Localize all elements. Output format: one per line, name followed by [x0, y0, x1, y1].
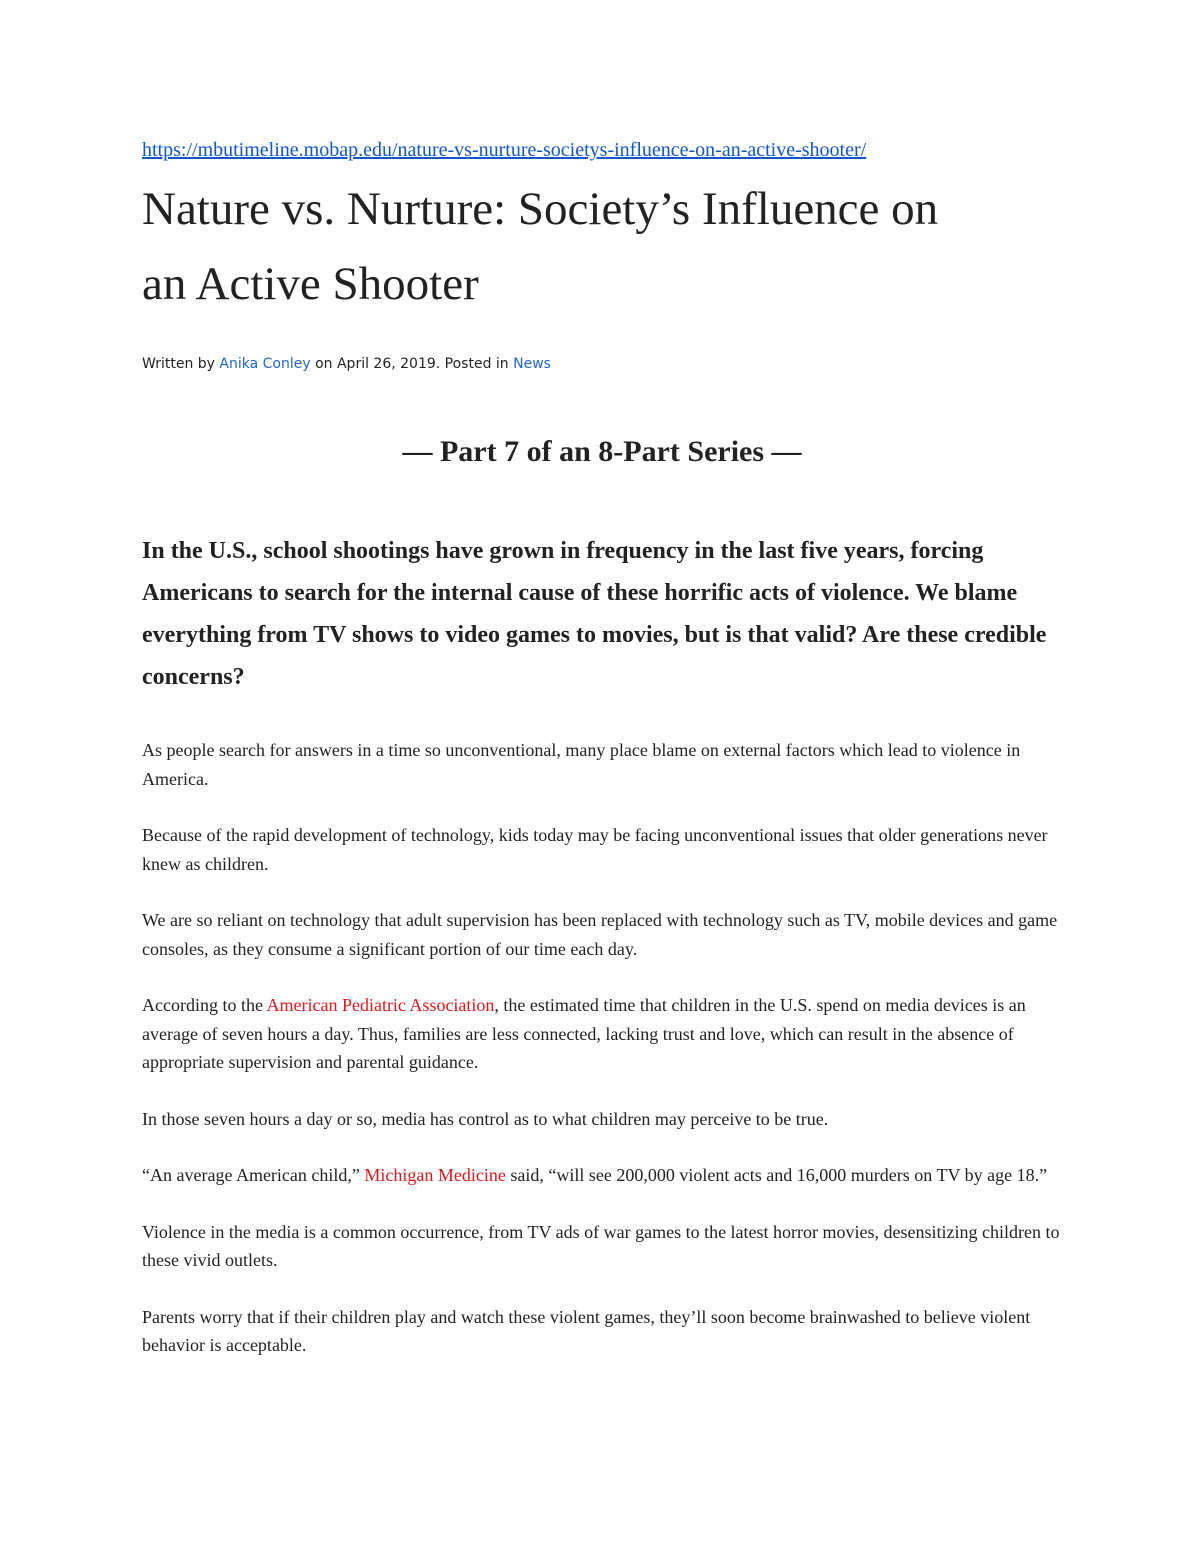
paragraph-6-text-before: “An average American child,”	[142, 1165, 365, 1185]
paragraph-4-text-after: , the estimated time that children in the U.S. spend on media devices is an average of seven hours a day. Thus, families are less connected, lacking trust and love, which can result in the absence of appropriate supervision and parental guidance.	[142, 995, 1026, 1072]
body-paragraph-8: Parents worry that if their children play and watch these violent games, they’ll soon become brainwashed to believe violent behavior is acceptable.	[142, 1306, 1031, 1355]
category-link[interactable]: News	[513, 356, 551, 372]
article-title	[142, 172, 1062, 322]
body-paragraph-3: We are so reliant on technology that adult supervision has been replaced with technology such as TV, mobile devices and game consoles, as they consume a significant portion of our time each day.	[142, 910, 1058, 959]
paragraph-6-text-after: said, “will see 200,000 violent acts and 16,000 murders on TV by age 18.”	[505, 1165, 1048, 1185]
body-paragraph-7: Violence in the media is a common occurrence, from TV ads of war games to the latest horror movies, desensitizing children to these vivid outlets.	[142, 1221, 1060, 1270]
body-paragraph-1: As people search for answers in a time so unconventional, many place blame on external factors which lead to violence in America.	[142, 740, 1021, 789]
body-paragraph-2: Because of the rapid development of technology, kids today may be facing unconventional issues that older generations never knew as children.	[142, 825, 1048, 874]
byline-written-by: Written by	[142, 356, 215, 372]
document-page	[142, 136, 1062, 1360]
body-paragraph-6	[142, 1161, 1062, 1190]
article-byline	[142, 354, 1062, 374]
michigan-medicine-link[interactable]: Michigan Medicine	[364, 1165, 506, 1185]
body-paragraph-4	[142, 991, 1062, 1077]
american-pediatric-association-link[interactable]: American Pediatric Association	[266, 995, 495, 1015]
article-title-line-1: Nature vs. Nurture: Society’s Influence on	[142, 183, 939, 235]
paragraph-4-text-before: According to the	[142, 995, 267, 1015]
byline-date: on April 26, 2019. Posted in	[315, 356, 509, 372]
source-url-link[interactable]: https://mbutimeline.mobap.edu/nature-vs-nurture-societys-influence-on-an-active-shooter/	[142, 139, 867, 161]
author-link[interactable]: Anika Conley	[219, 356, 311, 372]
article-lede: In the U.S., school shootings have grown in frequency in the last five years, forcing Americans to search for the internal cause of these horrific acts of violence. We blame everything from TV shows to video games to movies, but is that valid? Are these credible concerns?	[142, 538, 1047, 690]
article-title-line-2: an Active Shooter	[142, 258, 479, 310]
series-heading: — Part 7 of an 8-Part Series —	[402, 435, 802, 468]
body-paragraph-5: In those seven hours a day or so, media has control as to what children may perceive to be true.	[142, 1108, 829, 1129]
